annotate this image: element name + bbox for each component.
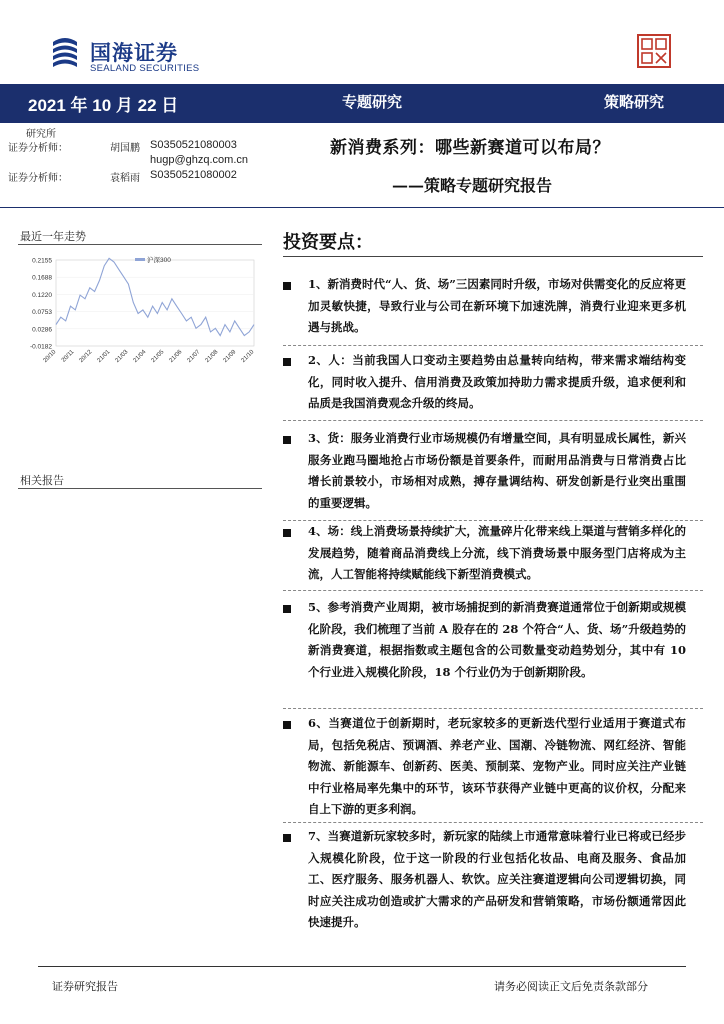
x-tick-label: 21/08: [204, 349, 220, 365]
dashed-separator: [283, 345, 703, 346]
key-point: 6、当赛道位于创新期时，老玩家较多的更新迭代型行业适用于赛道式布局，包括免税店、预调酒、养老产业、国潮、冷链物流、网红经济、智能物流、新能源车、创新药、医美、预制菜、宠物产业。同时应关注产业链中行业格局率先集中的环节，该环节获得产业链中更高的议价权，分配来自上下游的更多利润。: [308, 716, 686, 817]
legend-swatch: [135, 258, 145, 261]
sidebar-rule: [18, 488, 262, 489]
plot-frame: [56, 260, 254, 346]
analyst-role: 证券分析师：: [8, 173, 68, 184]
x-tick-label: 21/10: [240, 349, 256, 365]
dashed-separator: [283, 420, 703, 421]
analyst-role: 证券分析师：: [8, 143, 68, 154]
company-logo: [50, 36, 240, 76]
bullet-square: [283, 358, 291, 366]
x-tick-label: 20/10: [42, 349, 58, 365]
y-tick-label: 0.0286: [32, 326, 52, 334]
key-point: 4、场：线上消费场景持续扩大，流量碎片化带来线上渠道与营销多样化的发展趋势，随着商品消费线上分流，线下消费场景中服务型门店将成为主流，人工智能将持续赋能线下新型消费模式。: [308, 524, 686, 582]
x-tick-label: 21/09: [222, 349, 238, 365]
analyst-cert: S0350521080002: [150, 169, 237, 181]
red-seal-icon: [636, 33, 672, 69]
key-point: 5、参考消费产业周期，被市场捕捉到的新消费赛道通常位于创新期或规模化阶段，我们梳理了当前 A 股存在的 28 个符合“人、货、场”升级趋势的新消费赛道，根据指数或主题包含的公司数量变动趋势划分，其中有 10 个行业进入规模化阶段，18 个行业仍为于创新期阶段。: [308, 600, 686, 679]
sidebar-rule: [18, 244, 262, 245]
analyst-cert: S0350521080003: [150, 139, 237, 151]
report-category: 策略研究: [604, 93, 665, 111]
y-tick-label: 0.1688: [32, 274, 52, 282]
analyst-email[interactable]: hugp@ghzq.com.cn: [150, 154, 249, 166]
analyst-name: 胡国鹏: [110, 143, 140, 154]
dashed-separator: [283, 822, 703, 823]
trend-label: 最近一年走势: [20, 230, 86, 243]
x-tick-label: 21/04: [132, 349, 148, 365]
key-point: 7、当赛道新玩家较多时，新玩家的陆续上市通常意味着行业已将或已经步入规模化阶段，位于这一阶段的行业包括化妆品、电商及服务、食品加工、医疗服务、服务机器人、软饮。应关注赛道逻辑向公司逻辑切换，同时应关注成功创造或扩大需求的产品研发和营销策略，市场份额通常因此快速提升。: [308, 829, 686, 930]
footer-rule: [38, 966, 686, 967]
report-title: 新消费系列：哪些新赛道可以布局？: [330, 138, 610, 158]
bullet-square: [283, 282, 291, 290]
bullet-square: [283, 529, 291, 537]
brand-name-cn: 国海证券: [90, 41, 178, 65]
trend-chart: [18, 250, 262, 380]
analyst-name: 袁稻雨: [110, 173, 140, 184]
related-reports-label: 相关报告: [20, 474, 64, 487]
bullet-square: [283, 834, 291, 842]
header-divider: [0, 207, 724, 208]
y-tick-label: -0.0182: [29, 343, 52, 351]
key-point: 2、人：当前我国人口变动主要趋势由总量转向结构，带来需求端结构变化，同时收入提升、信用消费及政策加持助力需求提质升级，追求便利和品质是我国消费观念升级的终局。: [308, 353, 686, 411]
key-point: 1、新消费时代“人、货、场”三因素同时升级，市场对供需变化的反应将更加灵敏快捷，导致行业与公司在新环境下加速洗牌，消费行业迎来更多机遇与挑战。: [308, 277, 686, 335]
x-tick-label: 21/06: [168, 349, 184, 365]
footer-disclaimer: 请务必阅读正文后免责条款部分: [494, 980, 648, 993]
x-tick-label: 21/01: [96, 349, 112, 365]
brand-name-en: SEALAND SECURITIES: [90, 63, 200, 74]
y-tick-label: 0.0753: [32, 309, 52, 317]
bullet-square: [283, 721, 291, 729]
dashed-separator: [283, 708, 703, 709]
y-tick-label: 0.1220: [32, 291, 52, 299]
x-tick-label: 20/12: [78, 349, 94, 365]
x-tick-label: 21/05: [150, 349, 166, 365]
bullet-square: [283, 605, 291, 613]
header-band-underline: [0, 120, 724, 123]
report-date: 2021 年 10 月 22 日: [28, 96, 179, 115]
x-tick-label: 21/07: [186, 349, 202, 365]
bullet-square: [283, 436, 291, 444]
x-tick-label: 20/11: [60, 349, 76, 364]
x-tick-label: 21/03: [114, 349, 130, 365]
report-subtitle: ——策略专题研究报告: [392, 176, 553, 195]
y-tick-label: 0.2155: [32, 257, 52, 265]
sealand-logo-icon: [50, 36, 80, 70]
institute-label: 研究所: [26, 129, 56, 140]
section-heading: 投资要点：: [283, 232, 373, 253]
report-type: 专题研究: [342, 93, 403, 111]
footer-left-text: 证券研究报告: [52, 980, 118, 993]
series-line-hs300: [56, 258, 254, 335]
heading-rule: [283, 256, 703, 257]
legend-label: 沪深300: [147, 257, 171, 264]
key-point: 3、货：服务业消费行业市场规模仍有增量空间，具有明显成长属性，新兴服务业跑马圈地抢占市场份额是首要条件，而耐用品消费与日常消费占比增长前景较小，市场相对成熟，搏存量调结构、研发创新是行业突出重围的重要逻辑。: [308, 431, 686, 510]
dashed-separator: [283, 590, 703, 591]
